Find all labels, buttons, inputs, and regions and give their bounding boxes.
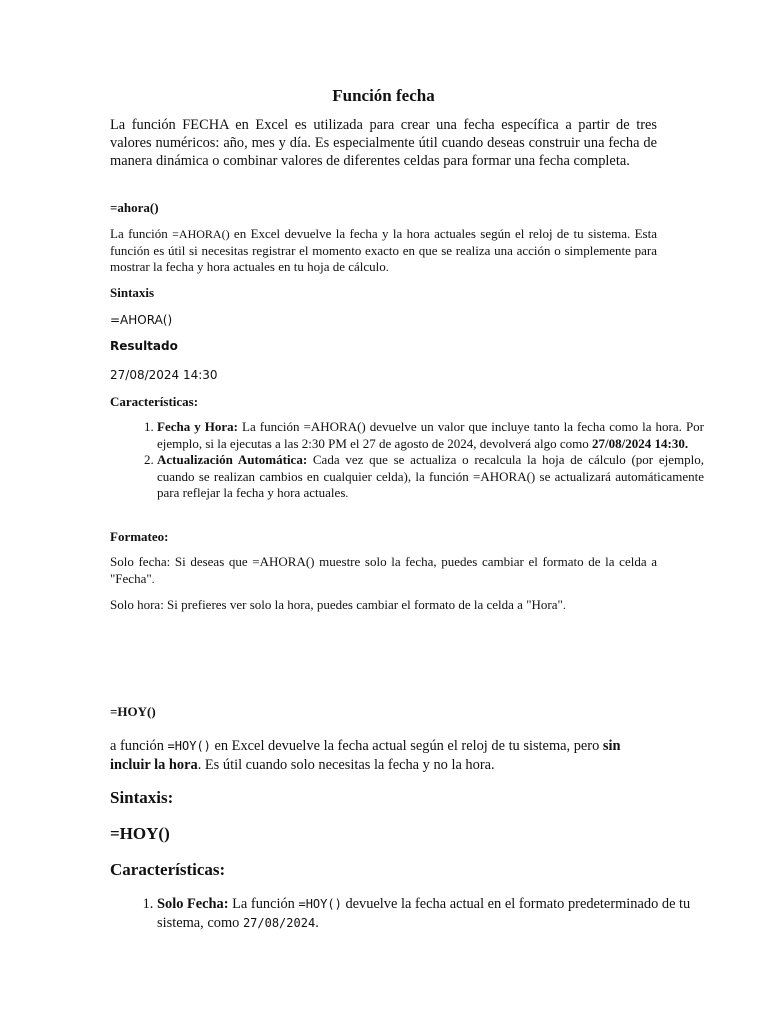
item-code: =HOY() <box>298 897 342 911</box>
item-text: La función =AHORA() devuelve un valor que incluye tanto la fecha como la hora. Por ejemplo, si la ejecutas a las 2:30 PM el 27 de agosto de 2024, devolverá algo como <box>157 419 704 451</box>
item-text: Cada vez que se actualiza o recalcula la hoja de cálculo (por ejemplo, cuando se realizan cambios en cualquier celda), la función =AHORA() se actualizará automáticamente para reflejar la fecha y hora actuales <box>157 452 704 500</box>
solo-fecha-paragraph <box>110 554 657 587</box>
intro-paragraph: La función FECHA en Excel es utilizada para crear una fecha específica a partir de tres valores numéricos: año, mes y día. Es especialmente útil cuando deseas construir una fecha de manera dinámica o combinar valores de diferentes celdas para formar una fecha completa. <box>110 117 657 169</box>
hoy-desc-bold: sin incluir la hora <box>110 738 621 773</box>
solo-hora-paragraph <box>110 597 657 614</box>
hoy-features-list <box>110 895 704 932</box>
ahora-resultado-value: 27/08/2024 14:30 <box>110 368 218 382</box>
item-text-c: . <box>315 914 319 931</box>
hoy-desc-code: =HOY() <box>167 739 211 753</box>
item-bold: Fecha y Hora: <box>157 419 238 434</box>
item-bold: Actualización Automática: <box>157 452 308 467</box>
hoy-sintaxis-label: Sintaxis: <box>110 788 174 807</box>
solo-fecha-text: Solo fecha: Si deseas que =AHORA() muestre solo la fecha, puedes cambiar el formato de la celda a "Fecha" <box>110 554 657 586</box>
hoy-description <box>110 737 657 774</box>
item-code2: 27/08/2024 <box>242 915 316 930</box>
ahora-desc-func: =AHORA() <box>172 227 230 241</box>
item-text-b: devuelve la fecha actual en el formato predeterminado de tu sistema, como <box>157 896 691 931</box>
ahora-sintaxis-label: Sintaxis <box>110 285 155 300</box>
page-title: Función fecha <box>332 86 435 105</box>
formateo-label: Formateo: <box>110 529 169 544</box>
ahora-desc-a: La función <box>110 226 173 241</box>
solo-hora-end: . <box>562 598 566 612</box>
ahora-description <box>110 226 657 276</box>
solo-fecha-end: . <box>151 571 155 586</box>
ahora-desc-b: en Excel devuelve la fecha y la hora actuales según el reloj de tu sistema. Esta función es útil si necesitas registrar el momento exacto en que se realiza una acción o simplemente para mostrar la fecha y hora actuales en tu hoja de cálculo <box>110 226 657 274</box>
solo-hora-text: Solo hora: Si prefieres ver solo la hora, puedes cambiar el formato de la celda a "Hora" <box>110 597 563 612</box>
item-end: . <box>345 486 349 500</box>
item-bold: Solo Fecha: <box>157 896 229 912</box>
hoy-heading: =HOY() <box>110 704 156 719</box>
list-item <box>157 452 704 502</box>
list-item <box>157 895 704 932</box>
ahora-caracteristicas-label: Características: <box>110 394 199 409</box>
ahora-desc-end: . <box>385 260 389 274</box>
ahora-sintaxis-value: =AHORA() <box>110 313 173 327</box>
hoy-desc-c: . Es útil cuando solo necesitas la fecha y no la hora. <box>197 756 495 773</box>
ahora-features-list <box>110 419 704 502</box>
ahora-resultado-label: Resultado <box>110 339 178 353</box>
hoy-desc-b: en Excel devuelve la fecha actual según el reloj de tu sistema, pero <box>210 738 603 754</box>
hoy-desc-a: a función <box>110 738 168 754</box>
item-bold-end: 27/08/2024 14:30. <box>592 435 689 451</box>
ahora-heading: =ahora() <box>110 200 159 215</box>
hoy-sintaxis-value: =HOY() <box>110 824 170 843</box>
list-item <box>157 419 704 452</box>
hoy-caracteristicas-label: Características: <box>110 860 226 879</box>
item-text-a: La función <box>228 896 299 912</box>
